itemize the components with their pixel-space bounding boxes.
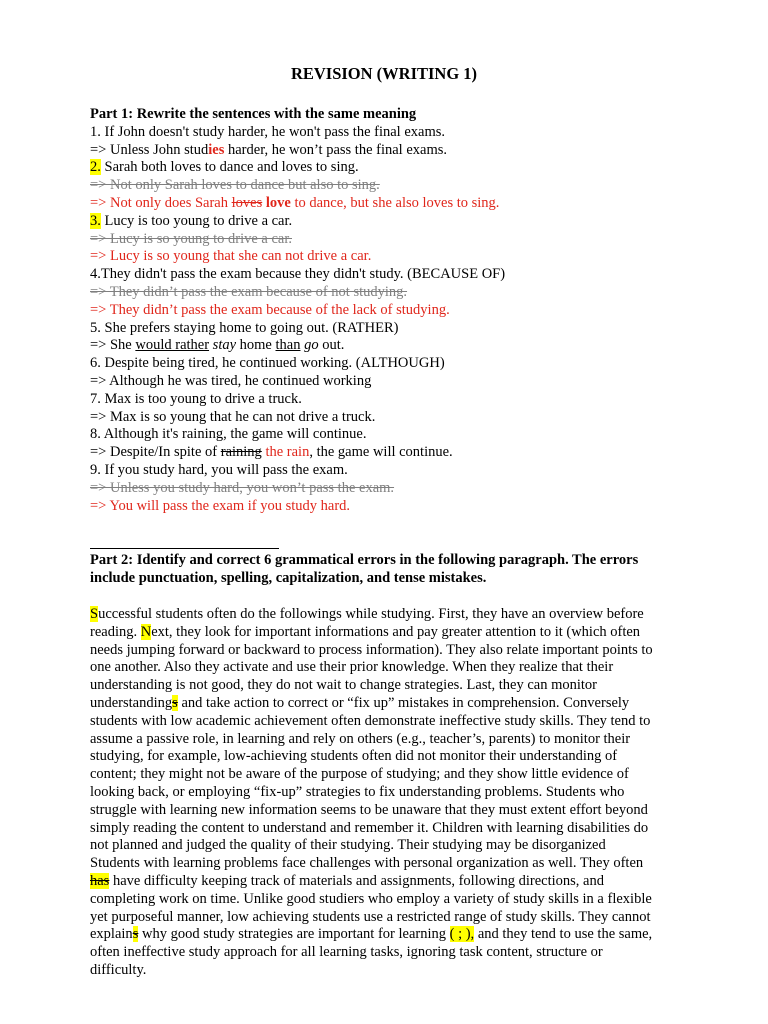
paragraph-line: often ineffective study approach for all learning tasks, ignoring task content, structure or [90, 944, 603, 961]
answer-9: => You will pass the exam if you study hard. [90, 497, 351, 514]
question-3 [90, 213, 680, 231]
question-4: 4.They didn't pass the exam because they didn't study. (BECAUSE OF) [90, 266, 506, 283]
paragraph-line [90, 926, 690, 944]
paragraph-line: looking back, or employing “fix-up” strategies to fix understanding problems. Students who [90, 783, 625, 800]
paragraph-line: struggle with learning new information seems to be unaware that they must extent effort beyond [90, 801, 648, 818]
paragraph-text: why good study strategies are important for learning [138, 926, 450, 943]
answer-1 [90, 142, 680, 160]
answer-2-bold-word: love [262, 194, 291, 211]
paragraph-line: not planned and judged the quality of their studying. Their studying may be disorganized [90, 837, 606, 854]
answer-4-struck: => They didn’t pass the exam because of not studying. [90, 283, 408, 300]
answer-2-post: to dance, but she also loves to sing. [290, 194, 500, 211]
answer-2-struck: => Not only Sarah loves to dance but also to sing. [90, 177, 380, 194]
part2-heading-line: include punctuation, spelling, capitalization, and tense mistakes. [90, 569, 487, 586]
question-2-number: 2. [90, 159, 101, 176]
part1-section [90, 106, 680, 515]
paragraph-line [90, 695, 690, 713]
document-title: REVISION (WRITING 1) [290, 64, 478, 83]
question-2 [90, 159, 680, 177]
paragraph-line [90, 606, 690, 624]
paragraph-line: one another. Also they activate and use their prior knowledge. When they realize that their [90, 659, 614, 676]
question-3-number: 3. [90, 212, 101, 229]
paragraph-line: understanding is not good, they do not wait to change strategies. Last, they can monitor [90, 677, 597, 694]
answer-2-struck-word: loves [231, 194, 263, 211]
paragraph-line: content; they might not be aware of the purpose of studying; and they show little evidence of [90, 766, 629, 783]
paragraph-line: assume a passive role, in learning and rely on others (e.g., teacher’s, parents) to monitor their [90, 730, 631, 747]
paragraph-line [90, 873, 690, 891]
paragraph-text: ext, they look for important informations and pay greater attention to it (which often [151, 623, 641, 640]
answer-1-post: harder, he won’t pass the final exams. [224, 141, 448, 158]
question-6: 6. Despite being tired, he continued working. (ALTHOUGH) [90, 355, 445, 372]
answer-2 [90, 195, 680, 213]
question-5: 5. She prefers staying home to going out. (RATHER) [90, 319, 399, 336]
answer-3: => Lucy is so young that she can not drive a car. [90, 248, 372, 265]
answer-1-correction: ies [208, 141, 225, 158]
paragraph-text: uccessful students often do the followings while studying. First, they have an overview before [98, 606, 644, 622]
highlight-mark: has [90, 872, 110, 889]
answer-8-struck-word: raining [220, 444, 262, 461]
paragraph-line: difficulty. [90, 961, 147, 978]
question-3-text: Lucy is too young to drive a car. [100, 212, 293, 229]
paragraph-line: simply reading the content to understand and remember it. Children with learning disabilities do [90, 819, 649, 836]
paragraph-line: yet purposeful manner, low achieving students use a restricted range of study skills. They cannot [90, 908, 651, 925]
answer-8 [90, 444, 680, 462]
paragraph-line: Students with learning problems face challenges with personal organization as well. They often [90, 855, 644, 872]
answer-4: => They didn’t pass the exam because of the lack of studying. [90, 301, 450, 318]
question-8: 8. Although it's raining, the game will continue. [90, 426, 367, 443]
answer-2-pre: => Not only does Sarah [90, 194, 232, 211]
answer-1-pre: => Unless John stud [90, 141, 209, 158]
answer-3-struck: => Lucy is so young to drive a car. [90, 230, 292, 247]
part2-heading-line: Part 2: Identify and correct 6 grammatical errors in the following paragraph. The errors [90, 552, 639, 568]
part2-paragraph [90, 606, 690, 980]
answer-5-part: out. [318, 337, 345, 354]
paragraph-text: reading. [90, 623, 141, 640]
paragraph-line: students with low academic achievement often demonstrate ineffective study skills. They tend to [90, 712, 651, 729]
highlight-mark: s [132, 926, 139, 943]
answer-6: => Although he was tired, he continued working [90, 372, 372, 389]
paragraph-text: and they tend to use the same, [474, 926, 653, 943]
paragraph-line [90, 624, 690, 642]
answer-8-post: , the game will continue. [309, 444, 453, 461]
part1-heading: Part 1: Rewrite the sentences with the same meaning [90, 106, 417, 122]
answer-5-underlined: would rather [135, 337, 210, 354]
question-9: 9. If you study hard, you will pass the exam. [90, 461, 348, 478]
paragraph-line: studying, for example, low-achieving students often did not monitor their understanding of [90, 748, 618, 765]
paragraph-line: completing work on time. Unlike good studiers who employ a variety of study skills in a flexible [90, 890, 652, 907]
answer-9-struck: => Unless you study hard, you won’t pass the exam. [90, 479, 395, 496]
highlight-mark: N [140, 623, 152, 640]
paragraph-text: have difficulty keeping track of materials and assignments, following directions, and [109, 872, 604, 889]
answer-5-italic: stay [212, 337, 237, 354]
question-1: 1. If John doesn't study harder, he won't pass the final exams. [90, 123, 445, 140]
answer-5-italic: go [304, 337, 319, 354]
question-2-text: Sarah both loves to dance and loves to sing. [100, 159, 359, 176]
answer-8-correction: the rain [261, 444, 310, 461]
answer-5-underlined: than [275, 337, 301, 354]
answer-5-part: home [236, 337, 276, 354]
paragraph-text: understanding [90, 694, 173, 711]
highlight-mark: S [90, 606, 99, 622]
paragraph-text: explain [90, 926, 133, 943]
answer-5 [90, 337, 680, 355]
answer-5-part: => She [90, 337, 136, 354]
question-7: 7. Max is too young to drive a truck. [90, 390, 302, 407]
paragraph-text: and take action to correct or “fix up” mistakes in comprehension. Conversely [177, 694, 630, 711]
section-divider [90, 548, 279, 549]
highlight-mark: ( ; ), [449, 926, 475, 943]
answer-8-pre: => Despite/In spite of [90, 444, 221, 461]
highlight-mark: s [172, 694, 178, 711]
part2-heading [90, 552, 690, 588]
paragraph-line: needs jumping forward or backward to process information). They also relate important points to [90, 641, 653, 658]
answer-7: => Max is so young that he can not drive a truck. [90, 408, 376, 425]
